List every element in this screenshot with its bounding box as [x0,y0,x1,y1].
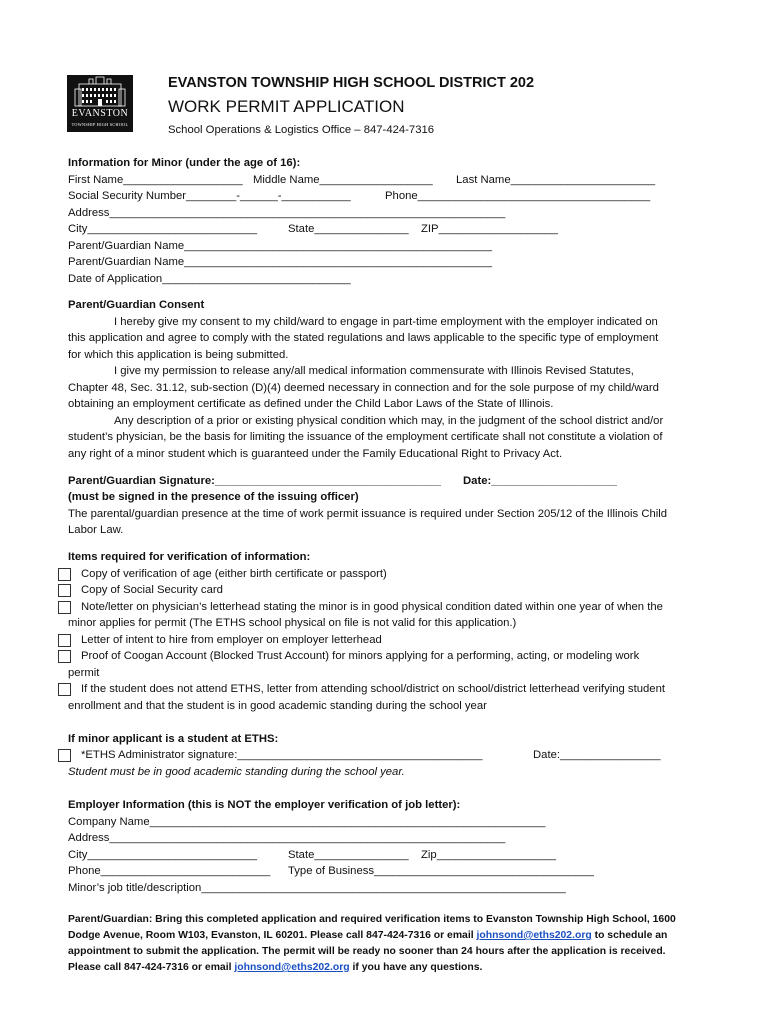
eths-standing-note: Student must be in good academic standing during the school year. [68,766,405,778]
item-non-eths-letter: If the student does not attend ETHS, letter from attending school/district on school/district letterhead verifying student [81,683,665,695]
footer-instructions [68,960,482,976]
eths-admin-date-field[interactable]: Date:________________ [533,749,661,761]
employer-city-field[interactable]: City___________________________ [68,849,258,861]
consent-text: I hereby give my consent to my child/ward to engage in part-time employment with the employer indicated on [114,316,658,328]
employer-phone-field[interactable]: Phone___________________________ [68,865,271,877]
item-coogan-account: Proof of Coogan Account (Blocked Trust Account) for minors applying for a performing, acting, or modeling work [81,650,640,662]
employer-address-field[interactable]: Address_______________________________________________________________ [68,832,506,844]
signature-date-field[interactable]: Date:____________________ [463,475,617,487]
checkbox-eths-admin[interactable] [58,749,71,762]
checkbox-physician-letter[interactable] [58,601,71,614]
footer-instructions: appointment to submit the application. The permit will be ready no sooner than 24 hours after the application is received. [68,946,666,957]
consent-text: for which this application is being submitted. [68,349,289,361]
minor-info-heading: Information for Minor (under the age of 16): [68,157,301,169]
footer-text: if you have any questions. [349,962,483,973]
presence-requirement: The parental/guardian presence at the time of work permit issuance is required under Section 205/12 of the Illinois Child [68,508,668,520]
item-age-verification: Copy of verification of age (either birth certificate or passport) [81,568,387,580]
checkbox-non-eths-letter[interactable] [58,683,71,696]
footer-text: Please call 847-424-7316 or email [68,962,235,973]
checkbox-ssn-card[interactable] [58,584,71,597]
address-field[interactable]: Address_______________________________________________________________ [68,207,506,219]
email-link[interactable]: johnsond@eths202.org [234,962,350,973]
eths-admin-signature-field[interactable]: *ETHS Administrator signature:_______________________________________ [81,749,483,761]
office-contact: School Operations & Logistics Office – 847-424-7316 [168,124,435,136]
footer-instructions [68,928,667,944]
ssn-field[interactable]: Social Security Number________-______-___________ [68,190,351,202]
checkbox-intent-letter[interactable] [58,634,71,647]
city-field[interactable]: City___________________________ [68,223,258,235]
school-building-icon [67,75,133,109]
page-title: WORK PERMIT APPLICATION [168,97,405,116]
consent-text: obtaining an employment certificate as defined under the Child Labor Laws of the State of Illinois. [68,398,554,410]
checkbox-coogan-account[interactable] [58,650,71,663]
consent-text: I give my permission to release any/all medical information commensurate with Illinois Revised Statutes, [114,365,634,377]
business-type-field[interactable]: Type of Business___________________________________ [288,865,594,877]
item-physician-letter: Note/letter on physician’s letterhead stating the minor is in good physical condition dated within one year of when the [81,601,663,613]
consent-text: this application and agree to comply with the stated regulations and laws applicable to the specific type of employment [68,332,659,344]
consent-text: Chapter 48, Sec. 31.12, sub-section (D)(4) deemed necessary in connection and for the sole purpose of my child/ward [68,382,659,394]
item-ssn-card: Copy of Social Security card [81,584,223,596]
guardian-name-field-1[interactable]: Parent/Guardian Name_________________________________________________ [68,240,493,252]
logo-subtitle: TOWNSHIP HIGH SCHOOL [71,122,129,127]
school-logo [67,75,133,132]
employer-state-field[interactable]: State_______________ [288,849,409,861]
consent-text: Any description of a prior or existing physical condition which may, in the judgment of the school district and/or [114,415,664,427]
footer-text: to schedule an [591,930,668,941]
logo-name: EVANSTON [71,108,129,119]
item-non-eths-letter: enrollment and that the student is in good academic standing during the school year [68,700,487,712]
item-physician-letter: minor applies for permit (The ETHS school physical on file is not valid for this application.) [68,617,517,629]
verification-heading: Items required for verification of information: [68,551,311,563]
item-coogan-account: permit [68,667,100,679]
item-intent-letter: Letter of intent to hire from employer on employer letterhead [81,634,382,646]
guardian-name-field-2[interactable]: Parent/Guardian Name_________________________________________________ [68,256,493,268]
company-name-field[interactable]: Company Name_______________________________________________________________ [68,816,546,828]
presence-requirement: Labor Law. [68,524,124,536]
employer-heading: Employer Information (this is NOT the employer verification of job letter): [68,799,461,811]
last-name-field[interactable]: Last Name_______________________ [456,174,656,186]
checkbox-age-verification[interactable] [58,568,71,581]
footer-text: Dodge Avenue, Room W103, Evanston, IL 60201. Please call 847-424-7316 or email [68,930,477,941]
phone-field[interactable]: Phone_____________________________________ [385,190,651,202]
guardian-signature-field[interactable]: Parent/Guardian Signature:____________________________________ [68,475,442,487]
first-name-field[interactable]: First Name___________________ [68,174,243,186]
job-title-field[interactable]: Minor’s job title/description__________________________________________________________ [68,882,566,894]
consent-text: student’s physician, be the basis for limiting the issuance of the employment certificate shall not constitute a violation of [68,431,663,443]
middle-name-field[interactable]: Middle Name__________________ [253,174,433,186]
state-field[interactable]: State_______________ [288,223,409,235]
eths-heading: If minor applicant is a student at ETHS: [68,733,279,745]
employer-zip-field[interactable]: Zip___________________ [421,849,557,861]
zip-field[interactable]: ZIP___________________ [421,223,558,235]
district-name: EVANSTON TOWNSHIP HIGH SCHOOL DISTRICT 202 [168,75,535,91]
consent-heading: Parent/Guardian Consent [68,299,205,311]
email-link[interactable]: johnsond@eths202.org [476,930,592,941]
signature-note: (must be signed in the presence of the issuing officer) [68,491,359,503]
footer-instructions: Parent/Guardian: Bring this completed application and required verification items to Evanston Township High School, 1600 [68,914,676,925]
consent-text: any right of a minor student which is guaranteed under the Family Educational Right to Privacy Act. [68,448,563,460]
application-date-field[interactable]: Date of Application______________________________ [68,273,351,285]
